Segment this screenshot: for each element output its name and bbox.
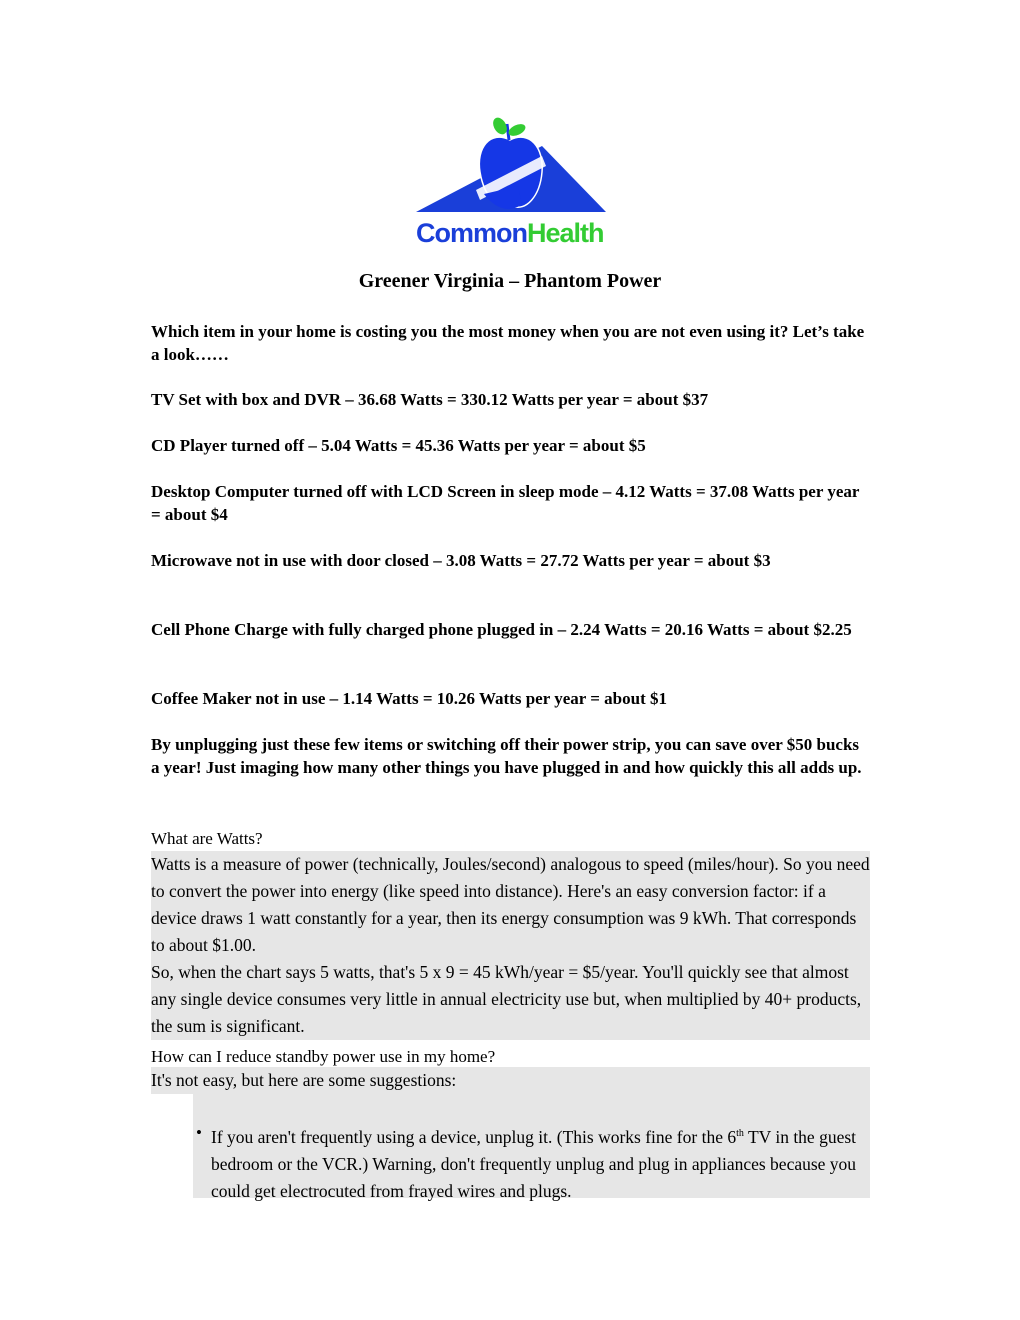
reduce-heading: How can I reduce standby power use in my home? bbox=[151, 1047, 496, 1066]
item-microwave: Microwave not in use with door closed – 3.08 Watts = 27.72 Watts per year = about $3 bbox=[151, 551, 771, 570]
watts-paragraph-2: So, when the chart says 5 watts, that's 5 x 9 = 45 kWh/year = $5/year. You'll quickly see that almost any single device consumes very little in annual electricity use but, when multiplied by 40+ products, the sum is significant. bbox=[151, 962, 862, 1036]
watts-heading: What are Watts? bbox=[151, 829, 263, 848]
item-coffee-maker: Coffee Maker not in use – 1.14 Watts = 10.26 Watts per year = about $1 bbox=[151, 689, 667, 708]
svg-text:CommonHealth bbox=[416, 218, 604, 248]
watts-paragraph-1: Watts is a measure of power (technically, Joules/second) analogous to speed (miles/hour). So you need to convert the power into energy (like speed into distance). Here's an easy conversion factor: if a device draws 1 watt constantly for a year, then its energy consumption was 9 kWh. That corresponds to about $1.00. bbox=[151, 854, 870, 955]
reduce-intro: It's not easy, but here are some suggestions: bbox=[151, 1067, 870, 1094]
item-desktop: Desktop Computer turned off with LCD Screen in sleep mode – 4.12 Watts = 37.08 Watts per year = about $4 bbox=[151, 482, 860, 524]
commonhealth-logo bbox=[414, 116, 608, 250]
brand-health: Health bbox=[527, 218, 604, 248]
page-title: Greener Virginia – Phantom Power bbox=[358, 270, 662, 292]
bullet-icon: • bbox=[196, 1123, 202, 1142]
item-cd-player: CD Player turned off – 5.04 Watts = 45.36 Watts per year = about $5 bbox=[151, 436, 646, 455]
watts-explanation-box bbox=[151, 851, 870, 1040]
item-tv: TV Set with box and DVR – 36.68 Watts = 330.12 Watts per year = about $37 bbox=[151, 390, 709, 409]
intro-paragraph: Which item in your home is costing you the most money when you are not even using it? Let’s take a look…… bbox=[151, 322, 865, 364]
item-cell-phone: Cell Phone Charge with fully charged phone plugged in – 2.24 Watts = 20.16 Watts = about $2.25 bbox=[151, 620, 852, 639]
suggestion-item: If you aren't frequently using a device, unplug it. (This works fine for the 6th TV in the guest bedroom or the VCR.) Warning, don't frequently unplug and plug in appliances because you could get electrocuted from frayed wires and plugs. bbox=[211, 1126, 857, 1201]
brand-common: Common bbox=[416, 218, 527, 248]
summary-paragraph: By unplugging just these few items or switching off their power strip, you can save over $50 bucks a year! Just imaging how many other things you have plugged in and how quickly this all adds up. bbox=[151, 735, 862, 777]
